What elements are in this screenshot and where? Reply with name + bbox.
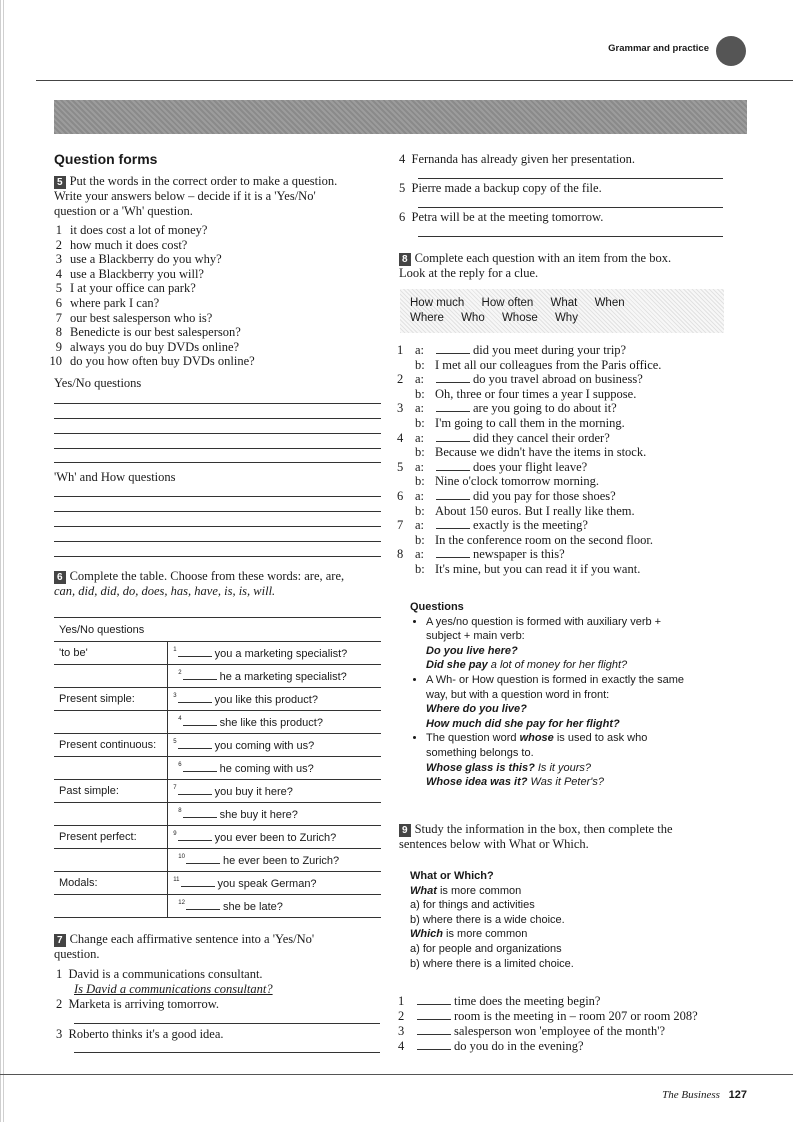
answer-line xyxy=(74,1023,380,1024)
dialogue-question: 7 a: exactly is the meeting? xyxy=(397,518,588,533)
answer-blank xyxy=(436,519,470,529)
exercise-5-item: 6 where park I can? xyxy=(55,295,160,310)
question-cell: $^6$ he coming with us? xyxy=(168,757,381,780)
dialogue-reply: b: Nine o'clock tomorrow morning. xyxy=(415,474,600,489)
table-row xyxy=(54,757,381,780)
answer-blank xyxy=(183,808,217,818)
word-option: Why xyxy=(554,312,578,324)
dialogue-reply: b: About 150 euros. But I really like them. xyxy=(415,503,635,518)
tense-label: 'to be' xyxy=(54,642,168,665)
table-row xyxy=(54,895,381,918)
grey-banner xyxy=(54,100,747,134)
exercise-7-item: 4 Fernanda has already given her presentation. xyxy=(399,152,636,166)
word-box xyxy=(400,289,724,333)
answer-line xyxy=(54,526,381,527)
tense-label xyxy=(54,665,168,688)
answer-blank xyxy=(417,1040,451,1050)
exercise-5-item: 7 our best salesperson who is? xyxy=(55,310,213,325)
footer-divider xyxy=(0,1074,793,1075)
answer-blank xyxy=(436,432,470,442)
exercise-9-instructions: 9 Study the information in the box, then complete the sentences below with What or Which. xyxy=(399,822,673,851)
table-row xyxy=(54,826,381,849)
answer-blank xyxy=(436,490,470,500)
table-row xyxy=(54,642,381,665)
exercise-8-dialogues xyxy=(397,343,727,577)
table-header: Yes/No questions xyxy=(54,619,381,642)
answer-line xyxy=(74,1052,380,1053)
dialogue-reply: b: I'm going to call them in the morning. xyxy=(415,415,625,430)
question-cell: $^{11}$ you speak German? xyxy=(168,872,381,895)
answer-line xyxy=(54,556,381,557)
exercise-5-item: 9 always you do buy DVDs online? xyxy=(55,339,240,354)
dialogue-reply: b: It's mine, but you can read it if you want. xyxy=(415,561,641,576)
answer-line xyxy=(54,448,381,449)
question-cell: $^{10}$ he ever been to Zurich? xyxy=(168,849,381,872)
word-option: What xyxy=(550,297,578,309)
exercise-7-item: 5 Pierre made a backup copy of the file. xyxy=(399,181,602,195)
answer-line xyxy=(54,403,381,404)
exercise-7-item: 2 Marketa is arriving tomorrow. xyxy=(56,997,220,1011)
exercise-9-list xyxy=(398,994,738,1054)
tense-label xyxy=(54,803,168,826)
grammar-point: • A yes/no question is formed with auxiliary verb + subject + main verb: Do you live here? Did she pay a lot of money for her flight? xyxy=(426,615,730,673)
table-row xyxy=(54,734,381,757)
exercise-number-badge: 5 xyxy=(54,176,66,189)
dialogue-question: 3 a: are you going to do about it? xyxy=(397,401,617,416)
answer-line xyxy=(54,511,381,512)
word-option: How much xyxy=(410,297,465,309)
answer-blank xyxy=(186,854,220,864)
exercise-5-item: 3 use a Blackberry do you why? xyxy=(55,252,222,267)
exercise-5-item: 2 how much it does cost? xyxy=(55,237,188,252)
dialogue-question: 4 a: did they cancel their order? xyxy=(397,430,610,445)
page-number: 127 xyxy=(728,1089,747,1101)
dialogue-question: 1 a: did you meet during your trip? xyxy=(397,343,627,357)
tense-label: Present perfect: xyxy=(54,826,168,849)
question-cell: $^5$ you coming with us? xyxy=(168,734,381,757)
exercise-5-item: 8 Benedicte is our best salesperson? xyxy=(55,325,241,340)
exercise-5-item: 5 I at your office can park? xyxy=(55,281,196,296)
dialogue-question: 8 a: newspaper is this? xyxy=(397,547,565,562)
question-cell: $^1$ you a marketing specialist? xyxy=(168,642,381,665)
question-cell: $^4$ she like this product? xyxy=(168,711,381,734)
answer-blank xyxy=(183,670,217,680)
exercise-number-badge: 8 xyxy=(399,253,411,266)
dialogue-reply: b: I met all our colleagues from the Paris office. xyxy=(415,357,662,372)
wh-questions-label: 'Wh' and How questions xyxy=(54,470,176,484)
exercise-7-instructions: 7 Change each affirmative sentence into a 'Yes/No' question. xyxy=(54,932,315,961)
table-row xyxy=(54,665,381,688)
word-option: How often xyxy=(481,297,534,309)
exercise-9-item: 3 salesperson won 'employee of the month'? xyxy=(398,1024,666,1038)
word-option: Who xyxy=(461,312,485,324)
grammar-box-questions xyxy=(410,600,730,790)
answer-blank xyxy=(436,461,470,471)
table-row xyxy=(54,872,381,895)
exercise-number-badge: 9 xyxy=(399,824,411,837)
answer-blank xyxy=(436,548,470,558)
exercise-9-item: 4 do you do in the evening? xyxy=(398,1039,584,1053)
tense-label: Present continuous: xyxy=(54,734,168,757)
answer-blank xyxy=(178,739,212,749)
exercise-5-item: 4 use a Blackberry you will? xyxy=(55,266,204,281)
answer-blank xyxy=(178,831,212,841)
exercise-9-item: 1 time does the meeting begin? xyxy=(398,994,601,1008)
exercise-7-item: 1 David is a communications consultant. xyxy=(56,967,263,981)
table-row xyxy=(54,780,381,803)
exercise-number-badge: 6 xyxy=(54,571,66,584)
table-top-rule xyxy=(54,617,381,618)
exercise-9-item: 2 room is the meeting in – room 207 or room 208? xyxy=(398,1009,698,1023)
answer-blank xyxy=(436,373,470,383)
answer-blank xyxy=(417,1010,451,1020)
question-cell: $^3$ you like this product? xyxy=(168,688,381,711)
example-answer: Is David a communications consultant? xyxy=(74,982,273,996)
answer-blank xyxy=(436,344,470,354)
dialogue-reply: b: Oh, three or four times a year I suppose. xyxy=(415,386,637,401)
answer-blank xyxy=(181,877,215,887)
word-option: Whose xyxy=(501,312,538,324)
exercise-8-instructions: 8 Complete each question with an item from the box. Look at the reply for a clue. xyxy=(399,251,672,280)
answer-line xyxy=(54,462,381,463)
dialogue-reply: b: Because we didn't have the items in stock. xyxy=(415,445,647,460)
page-edge-scan-artifact xyxy=(0,0,6,1122)
table-row xyxy=(54,849,381,872)
answer-blank xyxy=(178,785,212,795)
exercise-7-item: 3 Roberto thinks it's a good idea. xyxy=(56,1027,224,1041)
answer-line xyxy=(418,178,723,179)
header-divider xyxy=(36,80,793,81)
section-title: Question forms xyxy=(54,151,158,167)
dialogue-reply: b: In the conference room on the second floor. xyxy=(415,532,653,547)
tense-label: Past simple: xyxy=(54,780,168,803)
answer-blank xyxy=(178,647,212,657)
answer-blank xyxy=(417,1025,451,1035)
tense-label xyxy=(54,895,168,918)
table-row xyxy=(54,803,381,826)
answer-blank xyxy=(178,693,212,703)
answer-line xyxy=(418,207,723,208)
footer xyxy=(662,1089,747,1101)
answer-line xyxy=(54,496,381,497)
exercise-5-instructions: 5 Put the words in the correct order to make a question. Write your answers below – decide if it is a 'Yes/No' question or a 'Wh' question. xyxy=(54,174,338,218)
header-circle-decoration xyxy=(716,36,746,66)
dialogue-question: 5 a: does your flight leave? xyxy=(397,459,588,474)
answer-line xyxy=(54,418,381,419)
answer-line xyxy=(54,433,381,434)
question-cell: $^9$ you ever been to Zurich? xyxy=(168,826,381,849)
tense-label xyxy=(54,757,168,780)
tense-label xyxy=(54,849,168,872)
question-cell: $^8$ she buy it here? xyxy=(168,803,381,826)
question-cell: $^2$ he a marketing specialist? xyxy=(168,665,381,688)
word-option: Where xyxy=(410,312,444,324)
answer-blank xyxy=(417,995,451,1005)
answer-blank xyxy=(436,402,470,412)
dialogue-question: 2 a: do you travel abroad on business? xyxy=(397,372,643,387)
table-row xyxy=(54,688,381,711)
exercise-5-list xyxy=(44,223,374,369)
exercise-6-table xyxy=(54,619,381,918)
tense-label: Modals: xyxy=(54,872,168,895)
what-or-which-box: What or Which? What is more common a) for things and activities b) where there is a wide choice. Which is more common a) for people and organizations b) where there is a limited choice. xyxy=(410,870,574,970)
answer-line xyxy=(54,541,381,542)
yesno-questions-label: Yes/No questions xyxy=(54,376,142,390)
word-option: When xyxy=(594,297,625,309)
answer-blank xyxy=(186,900,220,910)
table-row xyxy=(54,711,381,734)
question-cell: $^{12}$ she be late? xyxy=(168,895,381,918)
answer-blank xyxy=(183,762,217,772)
answer-line xyxy=(418,236,723,237)
answer-blank xyxy=(183,716,217,726)
dialogue-question: 6 a: did you pay for those shoes? xyxy=(397,488,616,503)
book-title: The Business xyxy=(662,1089,720,1101)
tense-label: Present simple: xyxy=(54,688,168,711)
grammar-point: • The question word whose is used to ask who something belongs to. Whose glass is this? Is it yours? Whose idea was it? Was it Peter's? xyxy=(426,731,730,789)
exercise-5-item: 1 it does cost a lot of money? xyxy=(55,223,208,237)
exercise-6-instructions: 6 Complete the table. Choose from these words: are, are, can, did, did, do, does, has, have, is, is, will. xyxy=(54,569,345,598)
exercise-number-badge: 7 xyxy=(54,934,66,947)
tense-label xyxy=(54,711,168,734)
exercise-5-item: 10 do you how often buy DVDs online? xyxy=(49,354,255,369)
grammar-box-title: Questions xyxy=(410,601,464,613)
question-cell: $^7$ you buy it here? xyxy=(168,780,381,803)
grammar-point: • A Wh- or How question is formed in exactly the same way, but with a question word in front: Where do you live? How much did she pay for her flight? xyxy=(426,673,730,731)
running-header: Grammar and practice xyxy=(608,43,709,54)
exercise-7-item: 6 Petra will be at the meeting tomorrow. xyxy=(399,210,604,224)
